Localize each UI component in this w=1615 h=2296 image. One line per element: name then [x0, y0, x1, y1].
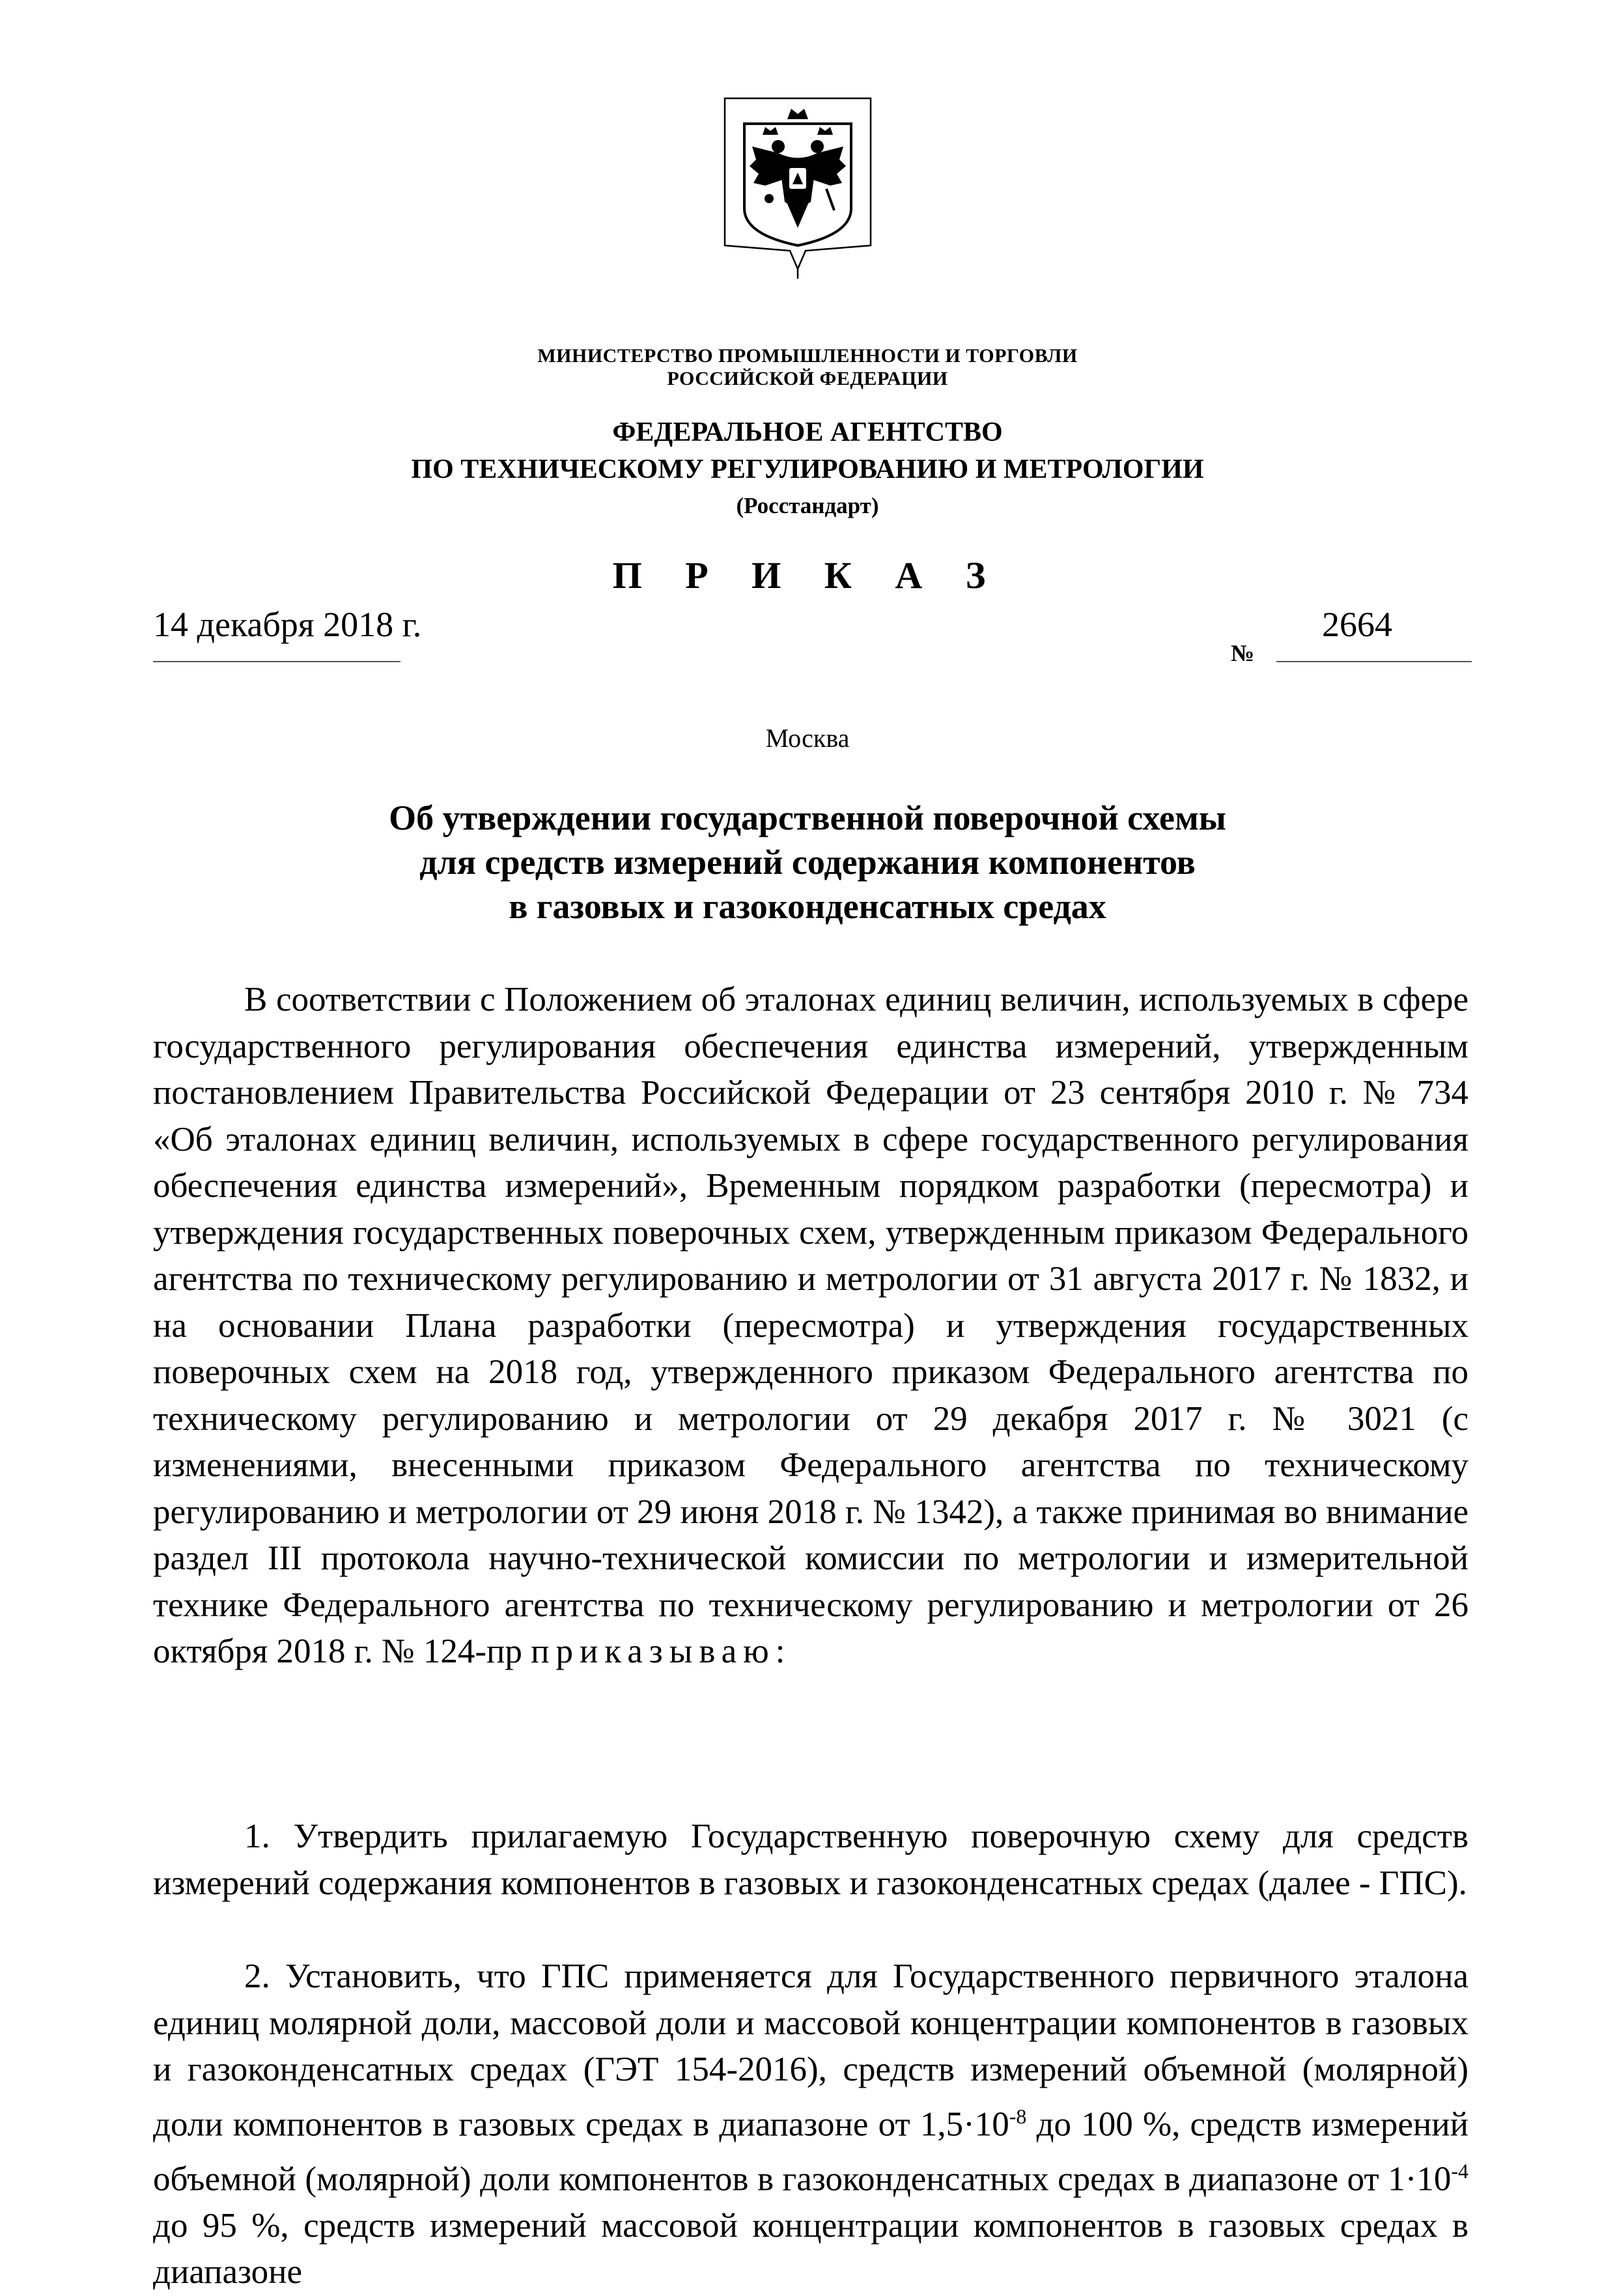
- coat-of-arms-emblem: [720, 94, 876, 280]
- order-date: 14 декабря 2018 г.: [153, 605, 422, 644]
- range2-mantissa: 1·10: [1388, 2160, 1452, 2198]
- range1-mantissa: 1,5·10: [920, 2105, 1009, 2144]
- ministry-name-line1: МИНИСТЕРСТВО ПРОМЫШЛЕННОСТИ И ТОРГОВЛИ: [537, 345, 1078, 367]
- preamble-paragraph: [153, 977, 1468, 1675]
- agency-name-line1: ФЕДЕРАЛЬНОЕ АГЕНТСТВО: [612, 417, 1003, 447]
- number-sign: №: [1231, 640, 1255, 666]
- subject-line1: Об утверждении государственной поверочной схемы: [389, 798, 1226, 837]
- agency-short-name: (Росстандарт): [736, 493, 879, 518]
- date-underline: [153, 661, 400, 662]
- city-name: Москва: [765, 723, 850, 753]
- item-2-text-part1: 2. Установить, что ГПС применяется для Государственного первичного эталона единиц молярной доли, массовой доли и массовой концентрации компонентов в газовых и газоконденсатных средах (ГЭТ 154-2016), средств измерений объемной (молярной) доли компонентов в газовых средах в диапазоне от: [153, 1957, 1468, 2144]
- item-2-paragraph: [153, 1953, 1468, 2296]
- number-underline: [1276, 661, 1472, 662]
- agency-name-line2: ПО ТЕХНИЧЕСКОМУ РЕГУЛИРОВАНИЮ И МЕТРОЛОГИИ: [411, 455, 1204, 484]
- item-2-text-part3: до 95 %, средств измерений массовой концентрации компонентов в газовых средах в диапазоне: [153, 2206, 1468, 2291]
- range2-exponent: -4: [1451, 2159, 1468, 2183]
- preamble-text: В соответствии с Положением об эталонах единиц величин, используемых в сфере государственного регулирования обеспечения единства измерений, утвержденным постановлением Правительства Российской Федерации от 23 сентября 2010 г. № 734 «Об эталонах единиц величин, используемых в сфере государственного регулирования обеспечения единства измерений», Временным порядком разработки (пересмотра) и утверждения государственных поверочных схем, утвержденным приказом Федерального агентства по техническому регулированию и метрологии от 31 августа 2017 г. № 1832, и на основании Плана разработки (пересмотра) и утверждения государственных поверочных схем на 2018 год, утвержденного приказом Федерального агентства по техническому регулированию и метрологии от 29 декабря 2017 г. № 3021 (с изменениями, внесенными приказом Федерального агентства по техническому регулированию и метрологии от 29 июня 2018 г. № 1342), а также принимая во внимание раздел III протокола научно-технической комиссии по метрологии и измерительной технике Федерального агентства по техническому регулированию и метрологии от 26 октября 2018 г. № 124-пр: [153, 981, 1468, 1670]
- decree-word: приказываю:: [531, 1632, 792, 1670]
- subject-line3: в газовых и газоконденсатных средах: [509, 887, 1106, 926]
- item-2-text-part2: до 100 %, средств измерений объемной (молярной) доли компонентов в газоконденсатных средах в диапазоне от: [153, 2105, 1468, 2198]
- order-number: 2664: [1322, 605, 1392, 644]
- document-type-title: П Р И К А З: [612, 554, 1003, 596]
- ministry-name-line2: РОССИЙСКОЙ ФЕДЕРАЦИИ: [667, 368, 948, 389]
- range1-exponent: -8: [1009, 2104, 1027, 2128]
- subject-line2: для средств измерений содержания компонентов: [419, 843, 1196, 882]
- item-1-paragraph: 1. Утвердить прилагаемую Государственную поверочную схему для средств измерений содержания компонентов в газовых и газоконденсатных средах (далее - ГПС).: [153, 1817, 1468, 1902]
